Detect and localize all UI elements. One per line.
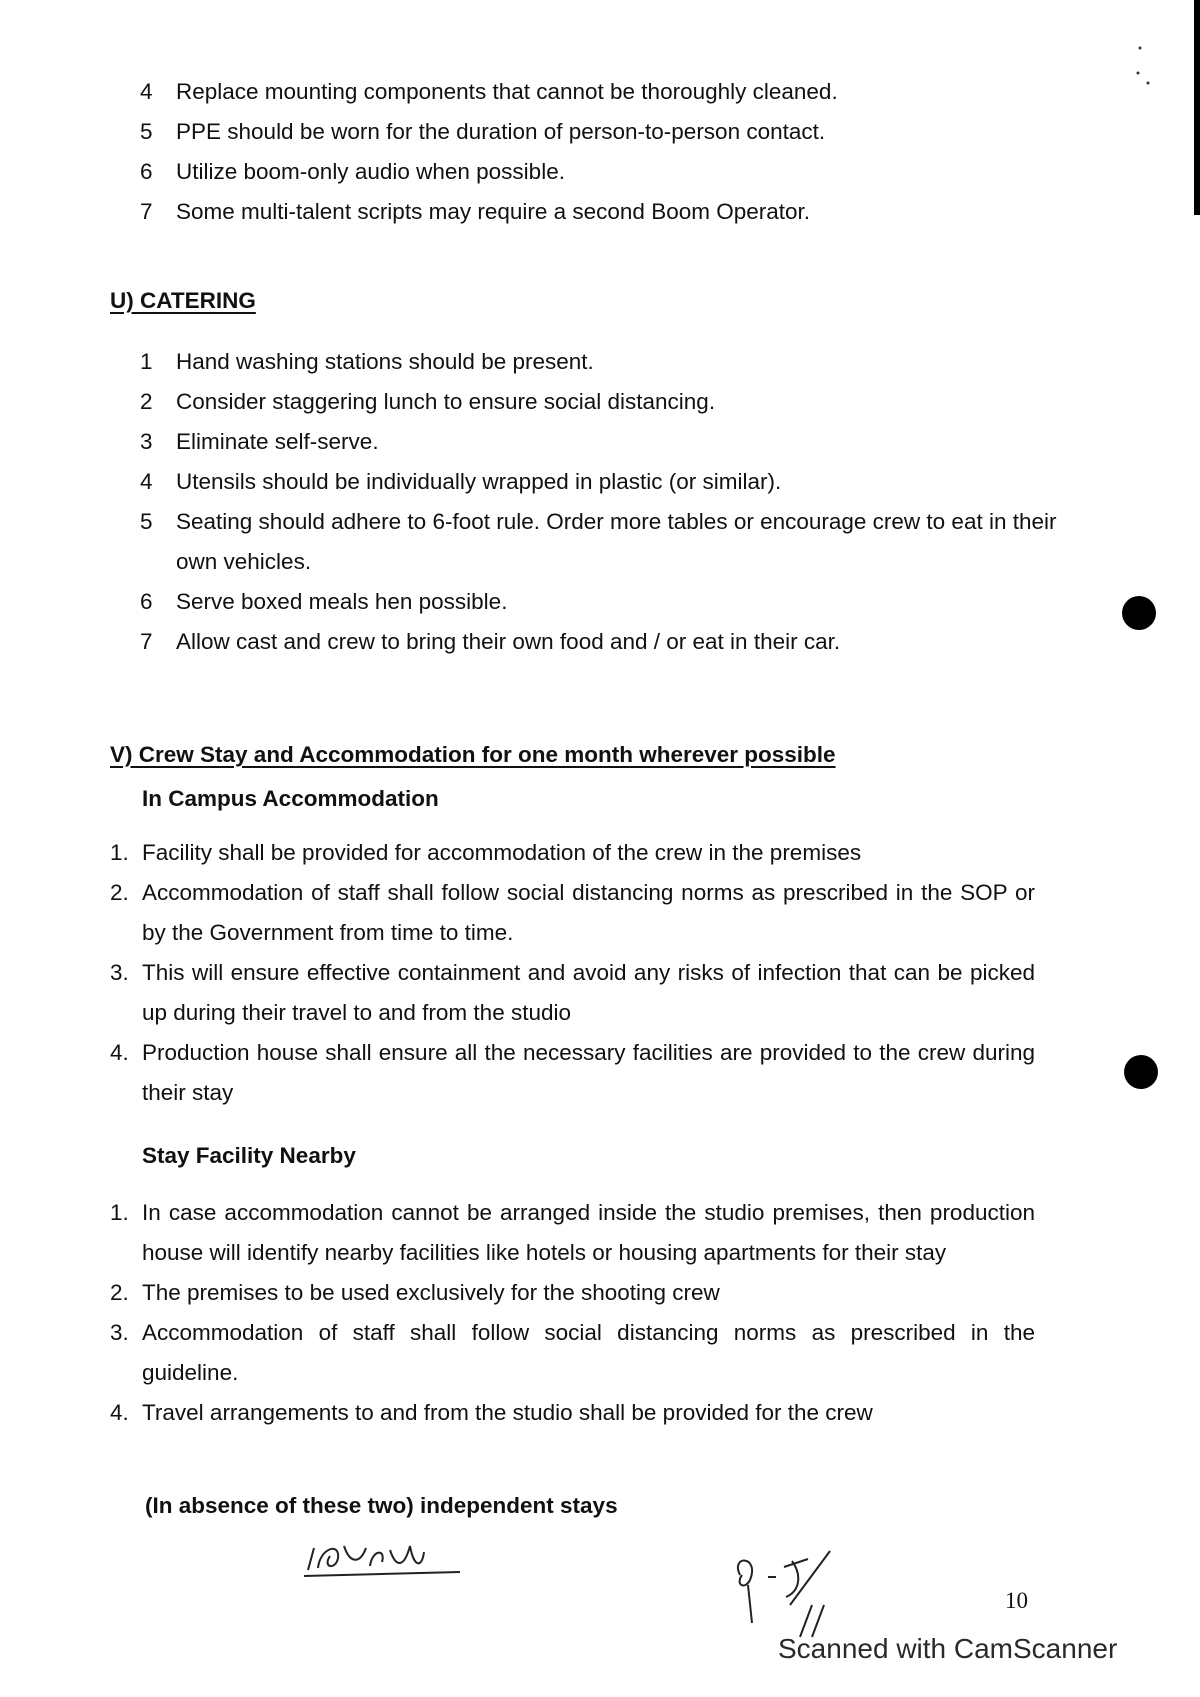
item-text: Seating should adhere to 6-foot rule. Order more tables or encourage crew to eat in their own vehicles. (176, 509, 1057, 574)
item-number: 2. (110, 880, 129, 905)
item-text: Accommodation of staff shall follow social distancing norms as prescribed in the SOP or by the Government from time to time. (142, 880, 1035, 945)
item-number: 4. (110, 1040, 129, 1065)
item-number: 3. (110, 960, 129, 985)
list-item (140, 382, 1060, 422)
list-item (110, 1193, 1035, 1273)
camscanner-watermark: Scanned with CamScanner (778, 1633, 1118, 1664)
item-number: 7 (140, 199, 153, 224)
item-number: 6 (140, 589, 153, 614)
item-number: 5 (140, 509, 153, 534)
item-text: Utilize boom-only audio when possible. (176, 159, 565, 184)
hole-punch-mark (1124, 1055, 1158, 1089)
nearby-title: Stay Facility Nearby (142, 1143, 356, 1168)
scan-specks (1130, 28, 1160, 98)
list-item (110, 1273, 1035, 1313)
item-text: The premises to be used exclusively for the shooting crew (142, 1280, 720, 1305)
list-item (140, 342, 1060, 382)
list-item (110, 953, 1035, 1033)
item-text: Utensils should be individually wrapped in plastic (or similar). (176, 469, 782, 494)
item-number: 3. (110, 1320, 129, 1345)
item-text: PPE should be worn for the duration of person-to-person contact. (176, 119, 826, 144)
item-text: Serve boxed meals hen possible. (176, 589, 508, 614)
hole-punch-mark (1122, 596, 1156, 630)
item-number: 4 (140, 469, 153, 494)
list-item (140, 72, 1060, 112)
item-text: Travel arrangements to and from the studio shall be provided for the crew (142, 1400, 873, 1425)
item-text: Hand washing stations should be present. (176, 349, 594, 374)
list-item (110, 1313, 1035, 1393)
item-number: 1. (110, 840, 129, 865)
list-item (110, 873, 1035, 953)
list-item (110, 1393, 1035, 1433)
list-item (140, 502, 1060, 582)
item-number: 4. (110, 1400, 129, 1425)
item-number: 3 (140, 429, 153, 454)
item-number: 5 (140, 119, 153, 144)
list-item (110, 833, 1035, 873)
catering-list (140, 342, 1060, 662)
list-item (140, 462, 1060, 502)
item-text: Some multi-talent scripts may require a second Boom Operator. (176, 199, 811, 224)
catering-heading: U) CATERING (110, 288, 256, 313)
closing-note: (In absence of these two) independent stays (145, 1493, 618, 1518)
item-text: Consider staggering lunch to ensure social distancing. (176, 389, 716, 414)
section-t-list (140, 72, 1060, 232)
item-number: 7 (140, 629, 153, 654)
item-text: This will ensure effective containment and avoid any risks of infection that can be picked up during their travel to and from the studio (142, 960, 1035, 1025)
in-campus-list (110, 833, 1035, 1113)
signature-right (720, 1545, 860, 1640)
scan-edge-line (1194, 0, 1200, 215)
list-item (140, 152, 1060, 192)
item-text: Replace mounting components that cannot be thoroughly cleaned. (176, 79, 838, 104)
item-number: 1. (110, 1200, 129, 1225)
list-item (110, 1033, 1035, 1113)
list-item (140, 422, 1060, 462)
item-number: 1 (140, 349, 153, 374)
crew-stay-heading: V) Crew Stay and Accommodation for one month wherever possible (110, 742, 836, 767)
item-text: In case accommodation cannot be arranged inside the studio premises, then production house will identify nearby facilities like hotels or housing apartments for their stay (142, 1200, 1035, 1265)
signature-left (300, 1528, 470, 1588)
item-text: Accommodation of staff shall follow social distancing norms as prescribed in the guideline. (142, 1320, 1035, 1385)
page-number: 10 (1005, 1588, 1028, 1613)
item-number: 4 (140, 79, 153, 104)
item-text: Facility shall be provided for accommodation of the crew in the premises (142, 840, 862, 865)
item-number: 6 (140, 159, 153, 184)
list-item (140, 582, 1060, 622)
list-item (140, 192, 1060, 232)
list-item (140, 622, 1060, 662)
item-text: Eliminate self-serve. (176, 429, 379, 454)
nearby-list (110, 1193, 1035, 1433)
item-number: 2 (140, 389, 153, 414)
item-text: Allow cast and crew to bring their own food and / or eat in their car. (176, 629, 841, 654)
item-text: Production house shall ensure all the necessary facilities are provided to the crew during their stay (142, 1040, 1035, 1105)
in-campus-title: In Campus Accommodation (142, 786, 439, 811)
item-number: 2. (110, 1280, 129, 1305)
list-item (140, 112, 1060, 152)
